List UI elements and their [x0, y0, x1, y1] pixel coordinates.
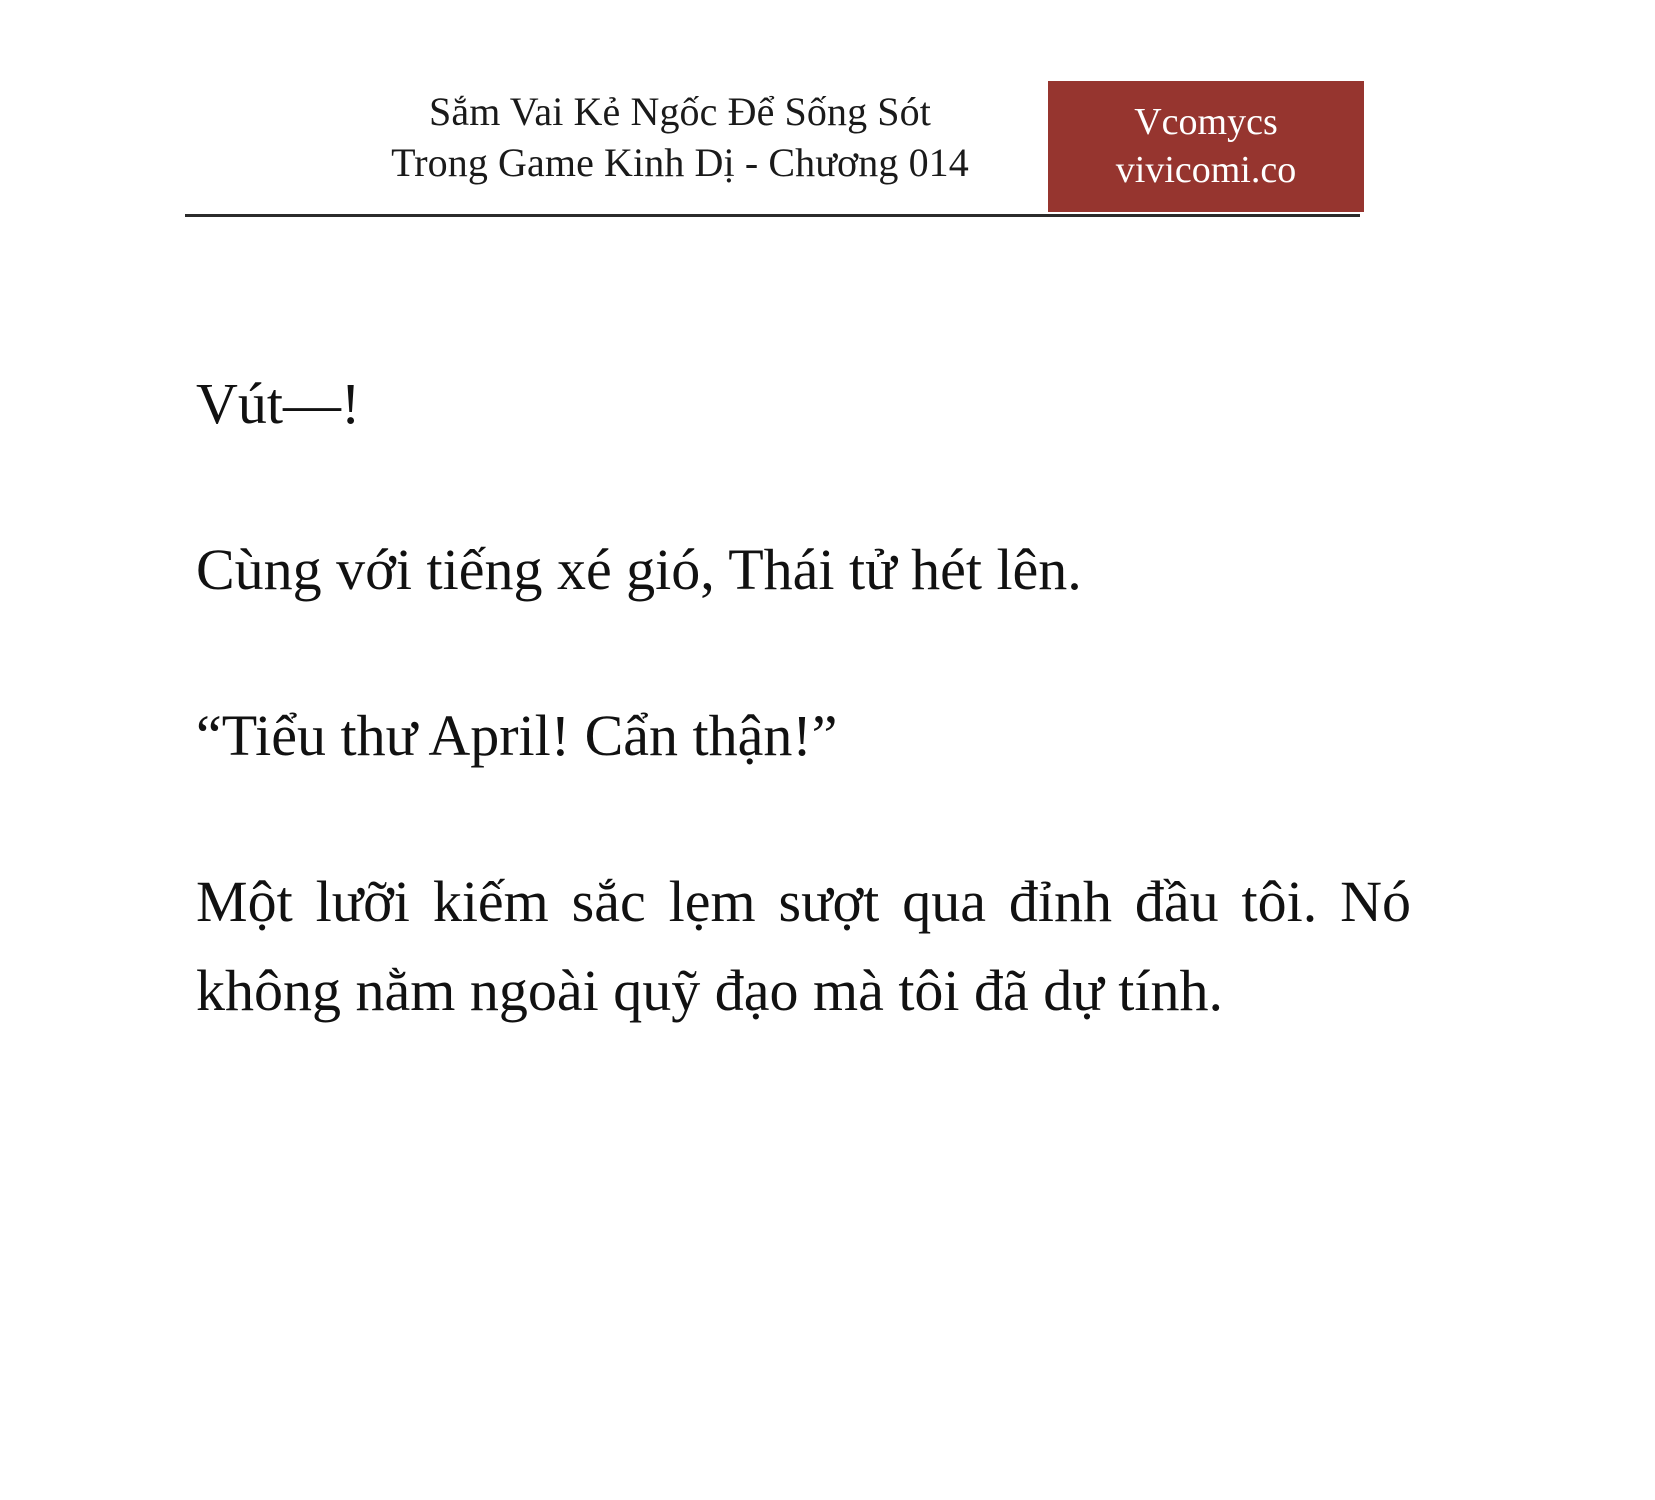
brand-watermark — [1048, 81, 1364, 212]
brand-name: Vcomycs — [1134, 101, 1278, 143]
chapter-title-line-1: Sắm Vai Kẻ Ngốc Để Sống Sót — [429, 89, 931, 134]
chapter-title-line-2: Trong Game Kinh Dị - Chương 014 — [391, 140, 969, 186]
page-header — [0, 86, 1655, 231]
header-inner — [0, 86, 1655, 231]
paragraph-3: “Tiểu thư April! Cẩn thận!” — [196, 703, 838, 769]
chapter-title — [300, 86, 1060, 188]
paragraph-1: Vút—! — [196, 371, 361, 436]
paragraph-2: Cùng với tiếng xé gió, Thái tử hét lên. — [196, 537, 1082, 603]
story-text — [196, 360, 1411, 1035]
header-divider — [185, 214, 1360, 217]
paragraph-4: Một lưỡi kiếm sắc lẹm sượt qua đỉnh đầu tôi. Nó không nằm ngoài quỹ đạo mà tôi đã dự tính. — [196, 869, 1411, 1023]
brand-site: vivicomi.co — [1115, 148, 1297, 191]
